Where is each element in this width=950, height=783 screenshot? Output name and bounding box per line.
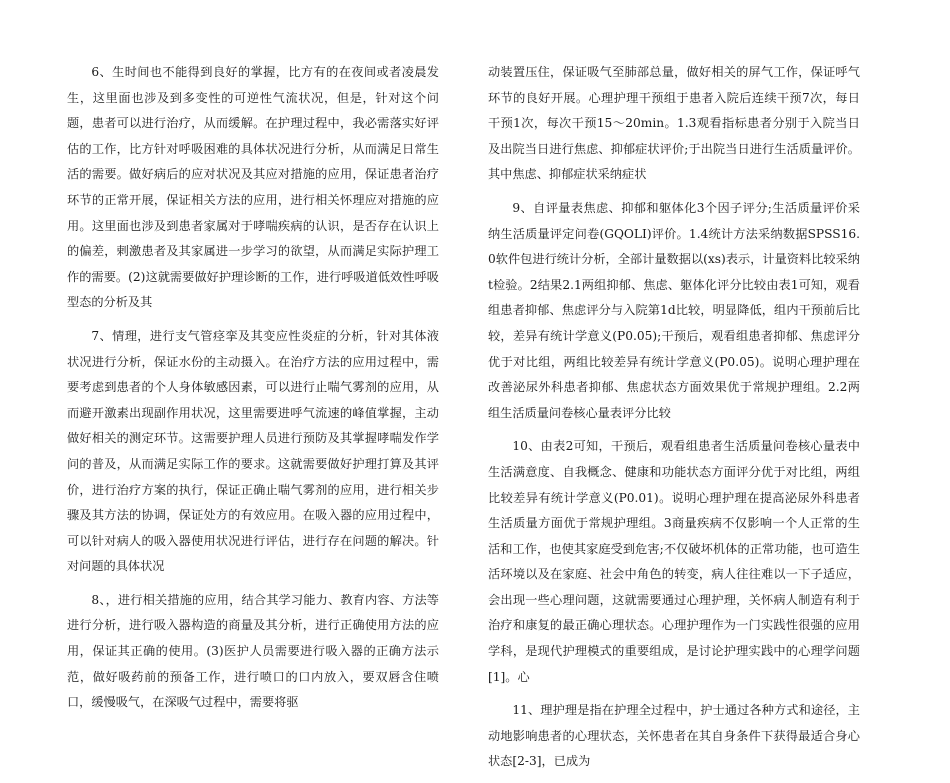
paragraph-6: 6、生时间也不能得到良好的掌握，比方有的在夜间或者凌晨发生，这里面也涉及到多变性的可逆性气流状况，但是，针对这个问题，患者可以进行治疗，从而缓解。在护理过程中，我必需落实好评估的工作，比方针对呼吸困难的具体状况进行分析，从而满足日常生活的需要。做好病后的应对状况及其应对措施的应用，保证患者治疗环节的正常开展，保证相关方法的应用，进行相关怀理应对措施的应用。这里面也涉及到患者家属对于哮喘疾病的认识，是否存在认识上的偏差，剌激患者及其家属进一步学习的欲望，从而满足实际护理工作的需要。(2)这就需要做好护理诊断的工作，进行呼吸道低效性呼吸型态的分析及其 [67, 65, 439, 310]
paragraph-9: 9、自评量表焦虑、抑郁和躯体化3个因子评分;生活质量评价采纳生活质量评定问卷(GQOLI)评价。1.4统计方法采纳数据SPSS16.0软件包进行统计分析，全部计量数据以(xs)表示，计量资料比较采纳t检验。2结果2.1两组抑郁、焦虑、躯体化评分比较由表1可知，观看组患者抑郁、焦虑评分与入院第1d比较，明显降低，组内干预前后比较，差异有统计学意义(P0.05);干预后，观看组患者抑郁、焦虑评分优于对比组，两组比较差异有统计学意义(P0.05)。说明心理护理在改善泌尿外科患者抑郁、焦虑状态方面效果优于常规护理组。2.2两组生活质量问卷核心量表评分比较 [488, 200, 860, 420]
right-column [488, 60, 860, 783]
paragraph-10: 10、由表2可知，干预后，观看组患者生活质量问卷核心量表中生活满意度、自我概念、健康和功能状态方面评分优于对比组，两组比较差异有统计学意义(P0.01)。说明心理护理在提高泌尿外科患者生活质量方面优于常规护理组。3商量疾病不仅影响一个人正常的生活和工作，也使其家庭受到危害;不仅破坏机体的正常功能，也可造生活环境以及在家庭、社会中角色的转变，病人往往难以一下子适应，会出现一些心理问题，这就需要通过心理护理，关怀病人制造有利于治疗和康复的最正确心理状态。心理护理作为一门实践性很强的应用学科，是现代护理模式的重要组成，是讨论护理实践中的心理学问题[1]。心 [488, 439, 860, 684]
paragraph-11: 11、理护理是指在护理全过程中，护士通过各种方式和途径，主动地影响患者的心理状态，关怀患者在其自身条件下获得最适合身心状态[2-3]，已成为 [488, 703, 860, 769]
paragraph-7: 7、情理，进行支气管痉挛及其变应性炎症的分析，针对其体液状况进行分析，保证水份的主动摄入。在治疗方法的应用过程中，需要考虑到患者的个人身体敏感因素，可以进行止喘气雾剂的应用，从而避开激素出现副作用状况，这里需要进呼气流速的峰值掌握，主动做好相关的测定环节。这需要护理人员进行预防及其掌握哮喘发作学问的普及，从而满足实际工作的要求。这就需要做好护理打算及其评价，进行治疗方案的执行，保证正确止喘气雾剂的应用，进行相关步骤及其方法的协调，保证处方的有效应用。在吸入器的应用过程中，可以针对病人的吸入器使用状况进行评估，进行存在问题的解决。针对问题的具体状况 [67, 328, 439, 574]
paragraph-8: 8、，进行相关措施的应用，结合其学习能力、教育内容、方法等进行分析，进行吸入器构造的商量及其分析，进行正确使用方法的应用，保证其正确的使用。(3)医护人员需要进行吸入器的正确方法示范，做好吸药前的预备工作，进行喷口的口内放入，要双唇含住喷口，缓慢吸气，在深吸气过程中，需要将驱 [67, 592, 439, 710]
paragraph-8-continued: 动装置压住，保证吸气至肺部总量，做好相关的屏气工作，保证呼气环节的良好开展。心理护理干预组于患者入院后连续干预7次，每日干预1次，每次干预15～20min。1.3观看指标患者分别于入院当日及出院当日进行焦虑、抑郁症状评价;于出院当日进行生活质量评价。其中焦虑、抑郁症状采纳症状 [488, 65, 860, 182]
left-column [67, 60, 439, 724]
